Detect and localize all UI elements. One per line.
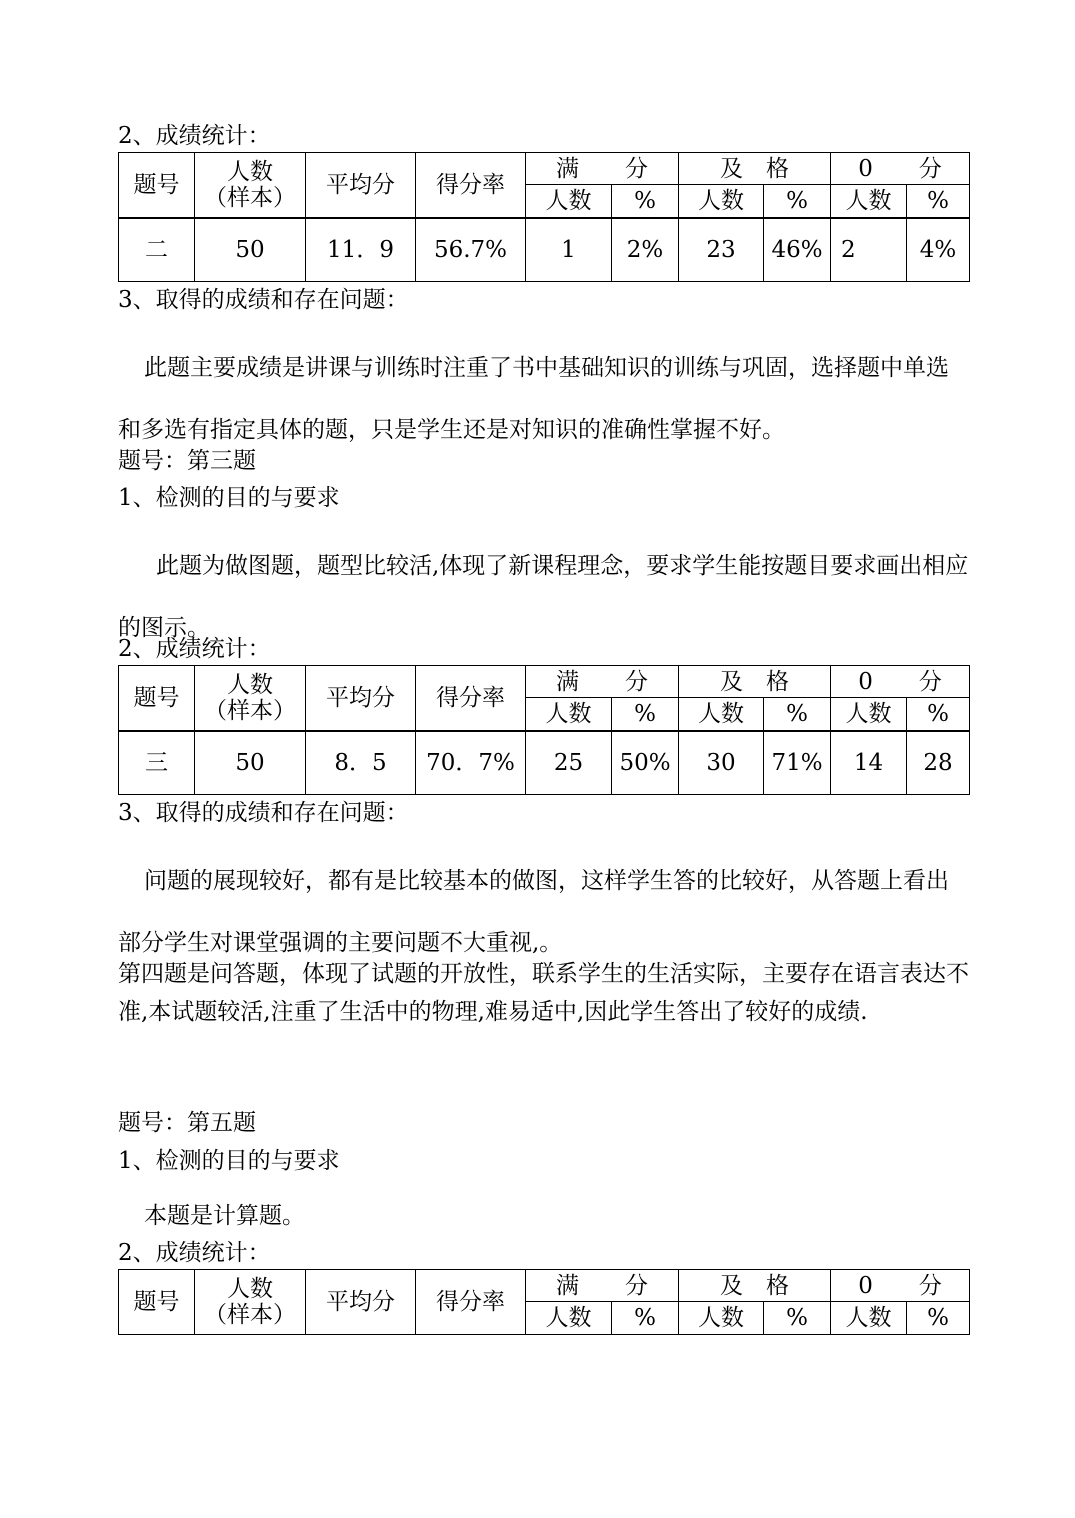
- header-pass: 及 格: [679, 666, 831, 698]
- header-full-marks: 满 分: [526, 666, 679, 698]
- q5-stats-title: 2、成绩统计：: [118, 1240, 271, 1266]
- sub-header-percent: %: [907, 185, 970, 219]
- cell-score-rate: 70．7%: [416, 731, 526, 795]
- header-full-marks: 满 分: [526, 1270, 679, 1302]
- header-average: 平均分: [306, 666, 416, 732]
- header-score-rate: 得分率: [416, 153, 526, 219]
- q3-result-title: 3、取得的成绩和存在问题：: [118, 800, 409, 826]
- header-pass: 及 格: [679, 1270, 831, 1302]
- q3-result-text: 问题的展现较好，都有是比较基本的做图，这样学生答的比较好，从答题上看出部分学生对课堂强调的主要问题不大重视,。: [118, 868, 949, 956]
- header-sample-count: 人数 （样本）: [195, 1270, 306, 1335]
- sub-header-percent: %: [907, 1302, 970, 1335]
- sub-header-percent: %: [612, 698, 679, 732]
- q3-purpose-text: 此题为做图题，题型比较活,体现了新课程理念，要求学生能按题目要求画出相应的图示。: [118, 553, 969, 641]
- q5-purpose-text: 本题是计算题。: [144, 1203, 305, 1229]
- sub-header-count: 人数: [679, 698, 764, 732]
- q2-result-text: 此题主要成绩是讲课与训练时注重了书中基础知识的训练与巩固，选择题中单选和多选有指定具体的题，只是学生还是对知识的准确性掌握不好。: [118, 355, 949, 443]
- header-average: 平均分: [306, 153, 416, 219]
- q3-purpose-title: 1、检测的目的与要求: [118, 485, 340, 511]
- sub-header-percent: %: [764, 698, 831, 732]
- header-question-number: 题号: [119, 153, 195, 219]
- cell-question: 三: [119, 731, 195, 795]
- q2-result-title: 3、取得的成绩和存在问题：: [118, 287, 409, 313]
- cell-sample-count: 50: [195, 731, 306, 795]
- cell-zero-percent: 28: [907, 731, 970, 795]
- header-average: 平均分: [306, 1270, 416, 1335]
- cell-full-count: 1: [526, 218, 612, 282]
- cell-zero-percent: 4%: [907, 218, 970, 282]
- q3-stats-title: 2、成绩统计：: [118, 636, 271, 662]
- cell-full-count: 25: [526, 731, 612, 795]
- sub-header-count: 人数: [831, 185, 907, 219]
- cell-zero-count: 14: [831, 731, 907, 795]
- q5-score-table: [118, 1269, 970, 1335]
- cell-sample-count: 50: [195, 218, 306, 282]
- q3-score-table: [118, 665, 970, 795]
- header-full-marks: 满 分: [526, 153, 679, 185]
- cell-pass-count: 30: [679, 731, 764, 795]
- table-row: [119, 218, 970, 282]
- sub-header-count: 人数: [526, 698, 612, 732]
- cell-full-percent: 50%: [612, 731, 679, 795]
- sub-header-count: 人数: [679, 1302, 764, 1335]
- q5-heading: 题号：第五题: [118, 1110, 256, 1136]
- sub-header-count: 人数: [526, 1302, 612, 1335]
- sub-header-count: 人数: [679, 185, 764, 219]
- q3-heading: 题号：第三题: [118, 448, 256, 474]
- sub-header-percent: %: [764, 185, 831, 219]
- sub-header-percent: %: [907, 698, 970, 732]
- sub-header-percent: %: [612, 1302, 679, 1335]
- cell-zero-count: 2: [831, 218, 907, 282]
- cell-pass-count: 23: [679, 218, 764, 282]
- cell-pass-percent: 46%: [764, 218, 831, 282]
- header-sample-count: 人数 （样本）: [195, 153, 306, 219]
- cell-score-rate: 56.7%: [416, 218, 526, 282]
- header-score-rate: 得分率: [416, 666, 526, 732]
- header-zero: 0 分: [831, 1270, 970, 1302]
- cell-average: 8．5: [306, 731, 416, 795]
- q2-score-table: [118, 152, 970, 282]
- header-pass: 及 格: [679, 153, 831, 185]
- header-sample-count: 人数 （样本）: [195, 666, 306, 732]
- sub-header-count: 人数: [831, 698, 907, 732]
- cell-average: 11．9: [306, 218, 416, 282]
- header-question-number: 题号: [119, 1270, 195, 1335]
- cell-question: 二: [119, 218, 195, 282]
- header-zero: 0 分: [831, 666, 970, 698]
- sub-header-percent: %: [612, 185, 679, 219]
- q4-text: 第四题是问答题，体现了试题的开放性，联系学生的生活实际，主要存在语言表达不准,本试题较活,注重了生活中的物理,难易适中,因此学生答出了较好的成绩.: [118, 961, 969, 1025]
- header-question-number: 题号: [119, 666, 195, 732]
- sub-header-count: 人数: [526, 185, 612, 219]
- q2-stats-title: 2、成绩统计：: [118, 123, 271, 149]
- table-row: [119, 731, 970, 795]
- cell-full-percent: 2%: [612, 218, 679, 282]
- q5-purpose-title: 1、检测的目的与要求: [118, 1148, 340, 1174]
- header-score-rate: 得分率: [416, 1270, 526, 1335]
- cell-pass-percent: 71%: [764, 731, 831, 795]
- sub-header-count: 人数: [831, 1302, 907, 1335]
- header-zero: 0 分: [831, 153, 970, 185]
- sub-header-percent: %: [764, 1302, 831, 1335]
